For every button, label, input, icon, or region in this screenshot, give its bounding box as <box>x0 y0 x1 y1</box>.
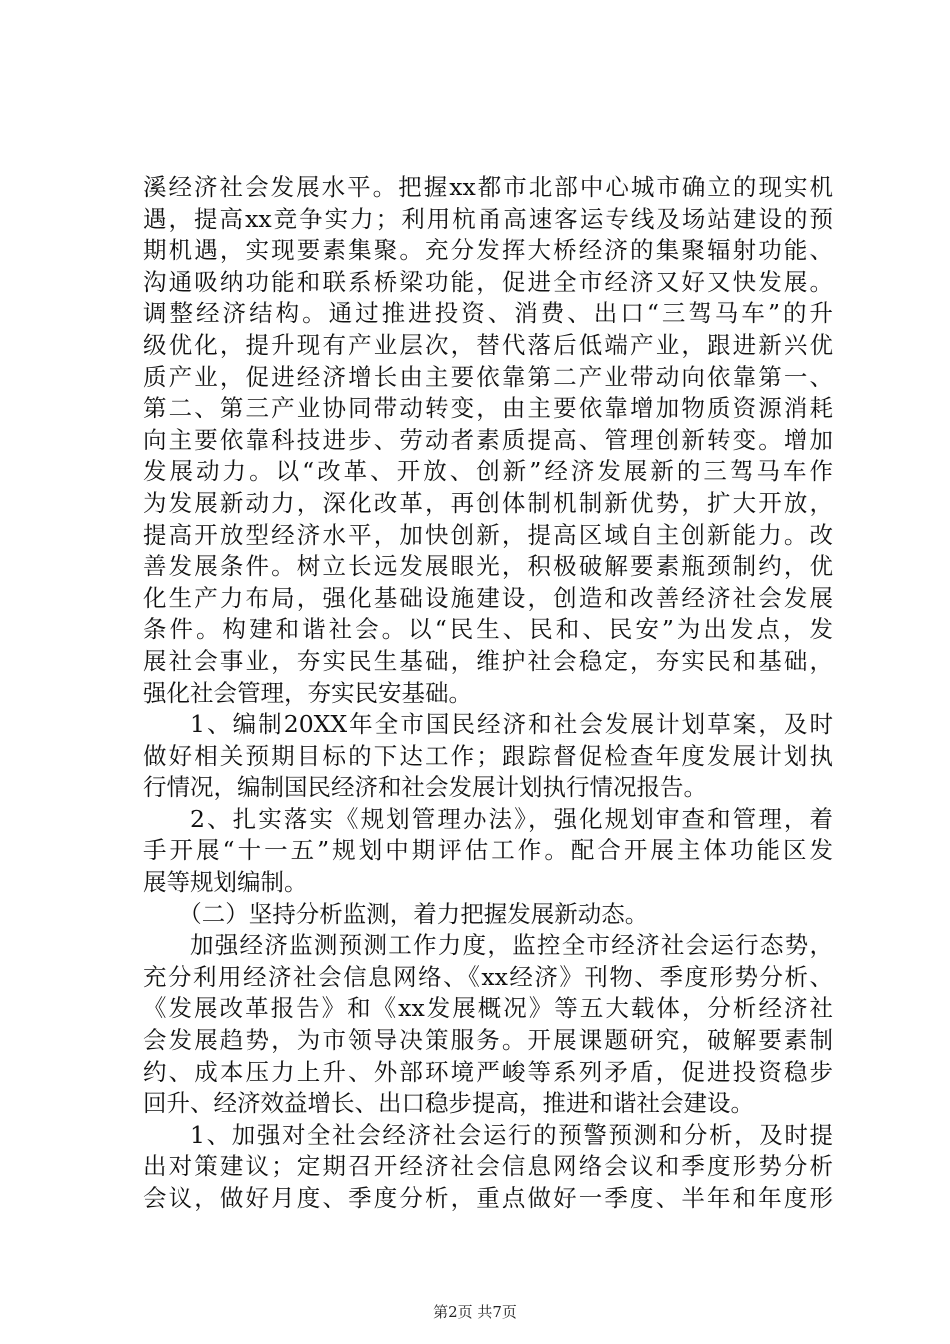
text-line: 期机遇，实现要素集聚。充分发挥大桥经济的集聚辐射功能、 <box>143 236 833 265</box>
text-line: 向主要依靠科技进步、劳动者素质提高、管理创新转变。增加 <box>143 425 833 454</box>
text-line: 级优化，提升现有产业层次，替代落后低端产业，跟进新兴优 <box>143 330 833 359</box>
text-line: 展社会事业，夯实民生基础，维护社会稳定，夯实民和基础， <box>143 646 833 675</box>
text-line: 出对策建议；定期召开经济社会信息网络会议和季度形势分析 <box>143 1152 833 1181</box>
text-line: 约、成本压力上升、外部环境严峻等系列矛盾，促进投资稳步 <box>143 1057 833 1086</box>
text-line: 第二、第三产业协同带动转变，由主要依靠增加物质资源消耗 <box>143 394 833 423</box>
text-line: 回升、经济效益增长、出口稳步提高，推进和谐社会建设。 <box>143 1089 754 1118</box>
text-line: 2、扎实落实《规划管理办法》，强化规划审查和管理，着 <box>190 804 833 833</box>
text-line: 条件。构建和谐社会。以“民生、民和、民安”为出发点，发 <box>143 615 833 644</box>
text-line: 化生产力布局，强化基础设施建设，创造和改善经济社会发展 <box>143 583 833 612</box>
text-line: 遇，提高xx竞争实力；利用杭甬高速客运专线及场站建设的预 <box>143 204 833 233</box>
text-line: （二）坚持分析监测，着力把握发展新动态。 <box>178 899 649 928</box>
text-line: 善发展条件。树立长远发展眼光，积极破解要素瓶颈制约，优 <box>143 552 833 581</box>
text-line: 为发展新动力，深化改革，再创体制机制新优势，扩大开放， <box>143 488 833 517</box>
text-line: 充分利用经济社会信息网络、《xx经济》刊物、季度形势分析、 <box>143 962 833 991</box>
text-line: 强化社会管理，夯实民安基础。 <box>143 678 472 707</box>
text-line: 《发展改革报告》和《xx发展概况》等五大载体，分析经济社 <box>143 994 833 1023</box>
text-line: 调整经济结构。通过推进投资、消费、出口“三驾马车”的升 <box>143 299 833 328</box>
text-line: 1、加强对全社会经济社会运行的预警预测和分析，及时提 <box>190 1120 833 1149</box>
text-line: 展等规划编制。 <box>143 868 308 897</box>
text-line: 加强经济监测预测工作力度，监控全市经济社会运行态势， <box>190 931 833 960</box>
text-line: 会议，做好月度、季度分析，重点做好一季度、半年和年度形 <box>143 1184 833 1212</box>
document-body <box>143 172 833 1215</box>
text-line: 会发展趋势，为市领导决策服务。开展课题研究，破解要素制 <box>143 1026 833 1055</box>
text-line: 1、编制20XX年全市国民经济和社会发展计划草案，及时 <box>190 710 833 739</box>
text-line: 质产业，促进经济增长由主要依靠第二产业带动向依靠第一、 <box>143 362 833 391</box>
text-line: 行情况，编制国民经济和社会发展计划执行情况报告。 <box>143 773 707 802</box>
text-line: 发展动力。以“改革、开放、创新”经济发展新的三驾马车作 <box>143 457 833 486</box>
text-line: 沟通吸纳功能和联系桥梁功能，促进全市经济又好又快发展。 <box>143 267 833 296</box>
text-line: 做好相关预期目标的下达工作；跟踪督促检查年度发展计划执 <box>143 741 833 770</box>
text-line: 提高开放型经济水平，加快创新，提高区域自主创新能力。改 <box>143 520 833 549</box>
page-footer: 第2页 共7页 <box>433 1303 517 1321</box>
text-line: 手开展“十一五”规划中期评估工作。配合开展主体功能区发 <box>143 836 833 865</box>
text-line: 溪经济社会发展水平。把握xx都市北部中心城市确立的现实机 <box>143 173 833 201</box>
